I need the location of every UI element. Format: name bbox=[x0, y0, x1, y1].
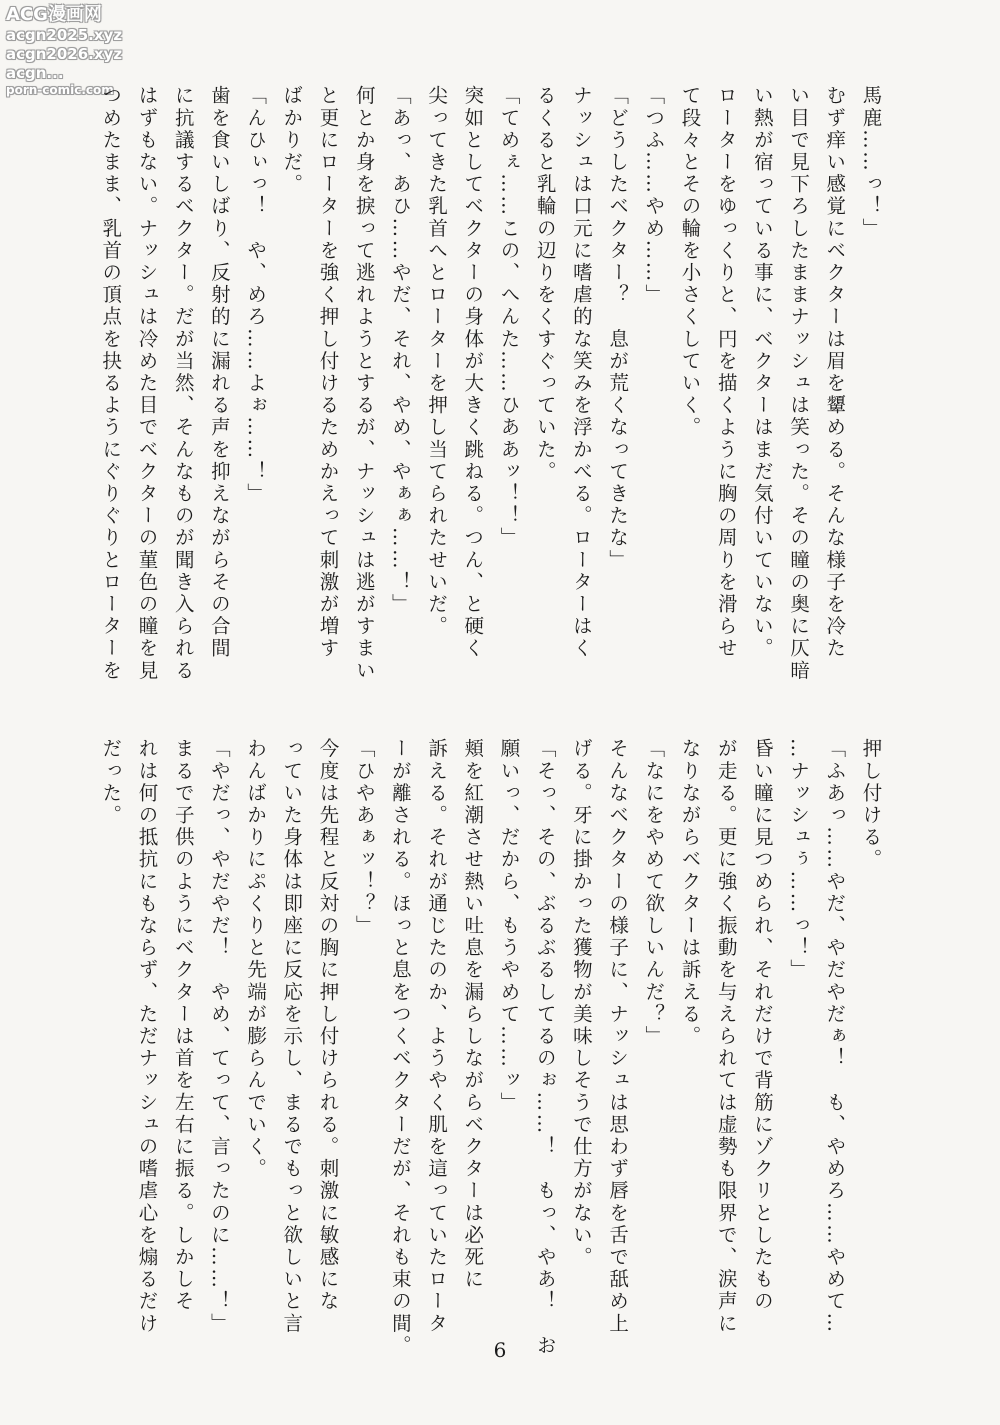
text-column: が走る。更に強く振動を与えられては虚勢も限界で、涙声に bbox=[714, 738, 738, 1335]
text-column: 今度は先程と反対の胸に押し付けられる。刺激に敏感にな bbox=[316, 738, 340, 1313]
text-column: 歯を食いしばり、反射的に漏れる声を抑えながらその合間 bbox=[207, 85, 231, 660]
text-column: げる。牙に掛かった獲物が美味しそうで仕方がない。 bbox=[569, 738, 593, 1269]
text-column: ローターをゆっくりと、円を描くように胸の周りを滑らせ bbox=[714, 85, 738, 660]
text-column: 尖ってきた乳首へとローターを押し当てられたせいだ。 bbox=[425, 85, 449, 638]
text-column: 頬を紅潮させ熱い吐息を漏らしながらベクターは必死に bbox=[461, 738, 485, 1291]
text-column: なりながらベクターは訴える。 bbox=[678, 738, 702, 1048]
page-number: 6 bbox=[493, 1338, 507, 1362]
text-column: ナッシュは口元に嗜虐的な笑みを浮かべる。ローターはく bbox=[569, 85, 593, 660]
text-column: に抗議するベクター。だが当然、そんなものが聞き入られる bbox=[171, 85, 195, 682]
text-column: 何とか身を捩って逃れようとするが、ナッシュは逃がすまい bbox=[352, 85, 376, 682]
text-column: 「やだっ、やだやだ！ やめ、てって、言ったのに……！」 bbox=[207, 738, 231, 1335]
text-column: 「そっ、その、ぶるぶるしてるのぉ……！ もっ、やあ！ お bbox=[533, 738, 557, 1357]
text-column: 「どうしたベクター？ 息が荒くなってきたな」 bbox=[606, 85, 630, 572]
text-column: だった。 bbox=[99, 738, 123, 827]
lower-text-block bbox=[95, 738, 885, 1357]
text-column: 訴える。それが通じたのか、ようやく肌を這っていたロータ bbox=[425, 738, 449, 1335]
text-column: っていた身体は即座に反応を示し、まるでもっと欲しいと言 bbox=[280, 738, 304, 1335]
watermark-title: ACG漫画网 bbox=[6, 4, 102, 25]
text-column: るくると乳輪の辺りをくすぐっていた。 bbox=[533, 85, 557, 483]
upper-text-block bbox=[95, 85, 885, 685]
text-column: はずもない。ナッシュは冷めた目でベクターの菫色の瞳を見 bbox=[135, 85, 159, 682]
text-column: 押し付ける。 bbox=[859, 738, 883, 871]
watermark-line: acgn... bbox=[6, 64, 64, 82]
text-column: ーが離される。ほっと息をつくベクターだが、それも束の間。 bbox=[388, 738, 412, 1357]
text-column: と更にローターを強く押し付けるためかえって刺激が増す bbox=[316, 85, 340, 660]
text-column: 「ふあっ……やだ、やだやだぁ！ も、やめろ……やめて… bbox=[823, 738, 847, 1335]
text-column: れは何の抵抗にもならず、ただナッシュの嗜虐心を煽るだけ bbox=[135, 738, 159, 1335]
text-column: 「あっ、あひ……やだ、それ、やめ、やぁぁ……！」 bbox=[388, 85, 412, 616]
text-column: 昏い瞳に見つめられ、それだけで背筋にゾクリとしたもの bbox=[750, 738, 774, 1313]
text-column: わんばかりにぷくりと先端が膨らんでいく。 bbox=[244, 738, 268, 1180]
text-column: い熱が宿っている事に、ベクターはまだ気付いていない。 bbox=[750, 85, 774, 660]
watermark-line: acgn2025.xyz bbox=[6, 26, 123, 44]
watermark-site: porn-comic.com bbox=[6, 83, 114, 97]
text-column: 願いっ、だから、もうやめて……ッ」 bbox=[497, 738, 521, 1114]
text-column: て段々とその輪を小さくしていく。 bbox=[678, 85, 702, 439]
text-column: い目で見下ろしたままナッシュは笑った。その瞳の奥に仄暗 bbox=[787, 85, 811, 682]
text-column: まるで子供のようにベクターは首を左右に振る。しかしそ bbox=[171, 738, 195, 1313]
watermark-logo bbox=[6, 4, 166, 97]
text-column: つめたまま、乳首の頂点を抉るようにぐりぐりとローターを bbox=[99, 85, 123, 682]
text-column: ばかりだ。 bbox=[280, 85, 304, 196]
text-column: …ナッシュぅ……っ！」 bbox=[787, 738, 811, 982]
text-column: 「んひぃっ！ や、めろ……よぉ……！」 bbox=[244, 85, 268, 505]
watermark-line: acgn2026.xyz bbox=[6, 45, 123, 63]
text-column: 「ひやあぁッ！？」 bbox=[352, 738, 376, 937]
text-column: 馬鹿……っ！」 bbox=[859, 85, 883, 240]
text-column: 「てめぇ……この、へんた……ひああッ！！」 bbox=[497, 85, 521, 550]
text-column: 「つふ……やめ……」 bbox=[642, 85, 666, 306]
text-column: そんなベクターの様子に、ナッシュは思わず唇を舌で舐め上 bbox=[606, 738, 630, 1335]
text-column: 突如としてベクターの身体が大きく跳ねる。つん、と硬く bbox=[461, 85, 485, 660]
text-column: 「なにをやめて欲しいんだ？」 bbox=[642, 738, 666, 1048]
text-column: むず痒い感覚にベクターは眉を顰める。そんな様子を冷た bbox=[823, 85, 847, 660]
